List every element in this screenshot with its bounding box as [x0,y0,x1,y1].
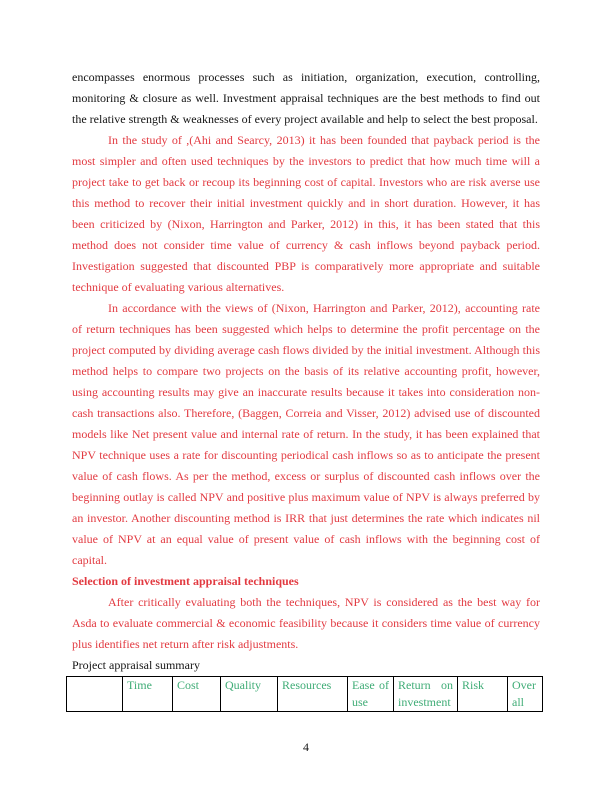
text-line: Investigation suggested that discounted PBP is comparatively more appropriate and suitable [72,259,540,273]
text-line: After critically evaluating both the techniques, NPV is considered as the best way for [108,595,540,609]
table-header-row [67,677,543,712]
table-header-cell: Risk [458,677,508,712]
text-line: monitoring & closure as well. Investment appraisal techniques are the best methods to find out [72,91,540,105]
text-line: encompasses enormous processes such as initiation, organization, execution, controlling, [72,70,540,84]
project-appraisal-table [66,676,543,712]
text-line: of return techniques has been suggested which helps to determine the profit percentage on the [72,322,540,336]
page-body [72,67,540,712]
text-line: method does not consider time value of currency & cash inflows beyond payback period. [72,238,540,252]
text-line: In the study of ,(Ahi and Searcy, 2013) it has been founded that payback period is the [108,133,540,147]
table-header-cell: Return on investment [394,677,458,712]
table-header-cell: Over all [508,677,543,712]
text-line: an investor. Another discounting method is IRR that just determines the rate which indicates nil [72,511,540,525]
text-line: In accordance with the views of (Nixon, Harrington and Parker, 2012), accounting rate [108,301,540,315]
text-line: capital. [72,553,107,567]
text-line: beginning outlay is called NPV and positive plus maximum value of NPV is always preferred by [72,490,540,504]
section-heading: Selection of investment appraisal techniques [72,574,299,588]
text-line: this method to recover their initial investment quickly and in short duration. However, it has [72,196,540,210]
table-header-cell: Ease of use [348,677,394,712]
text-line: most simpler and often used techniques by the investors to predict that how much time will a [72,154,540,168]
page-number: 4 [303,740,309,754]
text-line: method helps to compare two projects on the basis of its relative accounting profit, however, [72,364,540,378]
table-header-cell: Time [123,677,173,712]
text-line: plus identifies net return after risk adjustments. [72,637,299,651]
text-line: technique of evaluating various alternatives. [72,280,285,294]
text-line: models like Net present value and internal rate of return. In the study, it has been explained that [72,427,540,441]
text-line: been criticized by (Nixon, Harrington and Parker, 2012) in this, it has been stated that this [72,217,540,231]
text-line: cash transactions also. Therefore, (Baggen, Correia and Visser, 2012) advised use of discounted [72,406,540,420]
text-line: Asda to evaluate commercial & economic feasibility because it considers time value of currency [72,616,540,630]
text-line: NPV technique uses a rate for discounting periodical cash inflows so as to anticipate the present [72,448,540,462]
text-line: project take to get back or recoup its beginning cost of capital. Investors who are risk averse use [72,175,540,189]
table-header-cell: Cost [173,677,221,712]
text-line: value of cash flows. As per the method, excess or surplus of discounted cash inflows over the [72,469,540,483]
text-line: the relative strength & weaknesses of every project available and help to select the best proposal. [72,112,538,126]
table-header-cell: Quality [221,677,278,712]
text-line: using accounting results may give an inaccurate results because it takes into consideration non- [72,385,540,399]
text-line: value of NPV at an equal value of present value of cash inflows with the beginning cost of [72,532,540,546]
table-header-cell [67,677,123,712]
table-header-cell: Resources [278,677,348,712]
table-caption: Project appraisal summary [72,658,200,672]
text-line: project computed by dividing average cash flows divided by the initial investment. Although this [72,343,540,357]
